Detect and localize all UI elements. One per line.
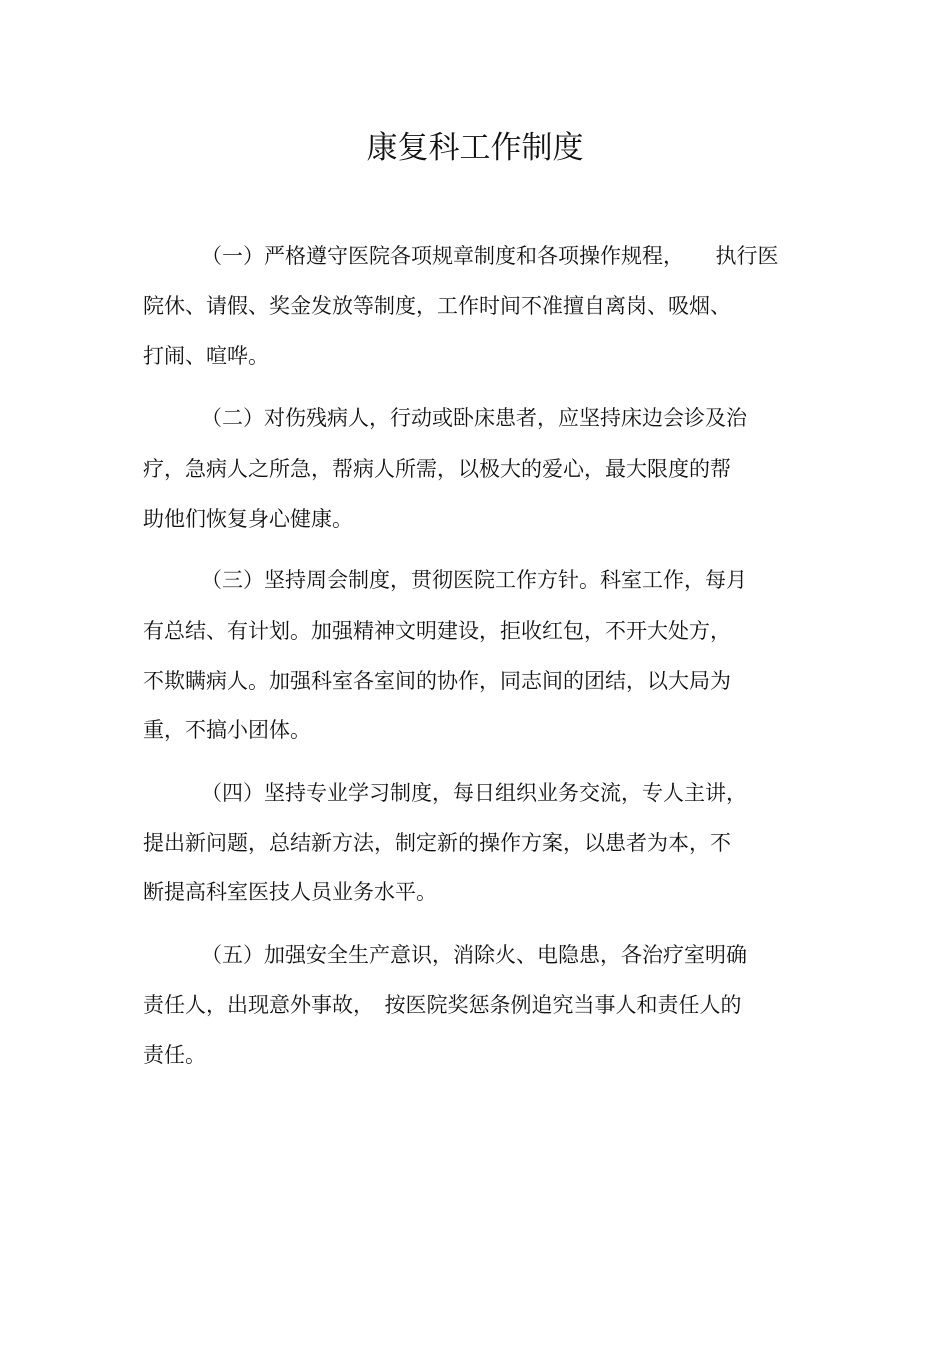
paragraph-line: （一）严格遵守医院各项规章制度和各项操作规程， 执行医 — [201, 244, 779, 268]
paragraph-line: 院休、请假、奖金发放等制度，工作时间不准擅自离岗、吸烟、 — [143, 294, 731, 318]
paragraph-line: （三）坚持周会制度，贯彻医院工作方针。科室工作，每月 — [201, 568, 747, 592]
paragraph-line: （五）加强安全生产意识，消除火、电隐患，各治疗室明确 — [201, 943, 747, 967]
paragraph-line: 重，不搞小团体。 — [143, 718, 311, 742]
paragraph-line: 有总结、有计划。加强精神文明建设，拒收红包，不开大处方， — [143, 619, 731, 643]
paragraph-line: （二）对伤残病人，行动或卧床患者，应坚持床边会诊及治 — [201, 406, 747, 430]
paragraph-line: 打闹、喧哗。 — [143, 344, 269, 368]
paragraph-line: 不欺瞒病人。加强科室各室间的协作，同志间的团结，以大局为 — [143, 669, 731, 693]
paragraph-line: 助他们恢复身心健康。 — [143, 507, 353, 531]
paragraph-line: 提出新问题，总结新方法，制定新的操作方案，以患者为本，不 — [143, 831, 731, 855]
paragraph-line: 疗，急病人之所急，帮病人所需，以极大的爱心，最大限度的帮 — [143, 457, 731, 481]
document-title: 康复科工作制度 — [366, 130, 584, 166]
paragraph-line: 责任。 — [143, 1043, 206, 1067]
paragraph-line: （四）坚持专业学习制度，每日组织业务交流，专人主讲， — [201, 781, 747, 805]
paragraph-line: 断提高科室医技人员业务水平。 — [143, 880, 437, 904]
paragraph-line: 责任人，出现意外事故， 按医院奖惩条例追究当事人和责任人的 — [143, 993, 742, 1017]
